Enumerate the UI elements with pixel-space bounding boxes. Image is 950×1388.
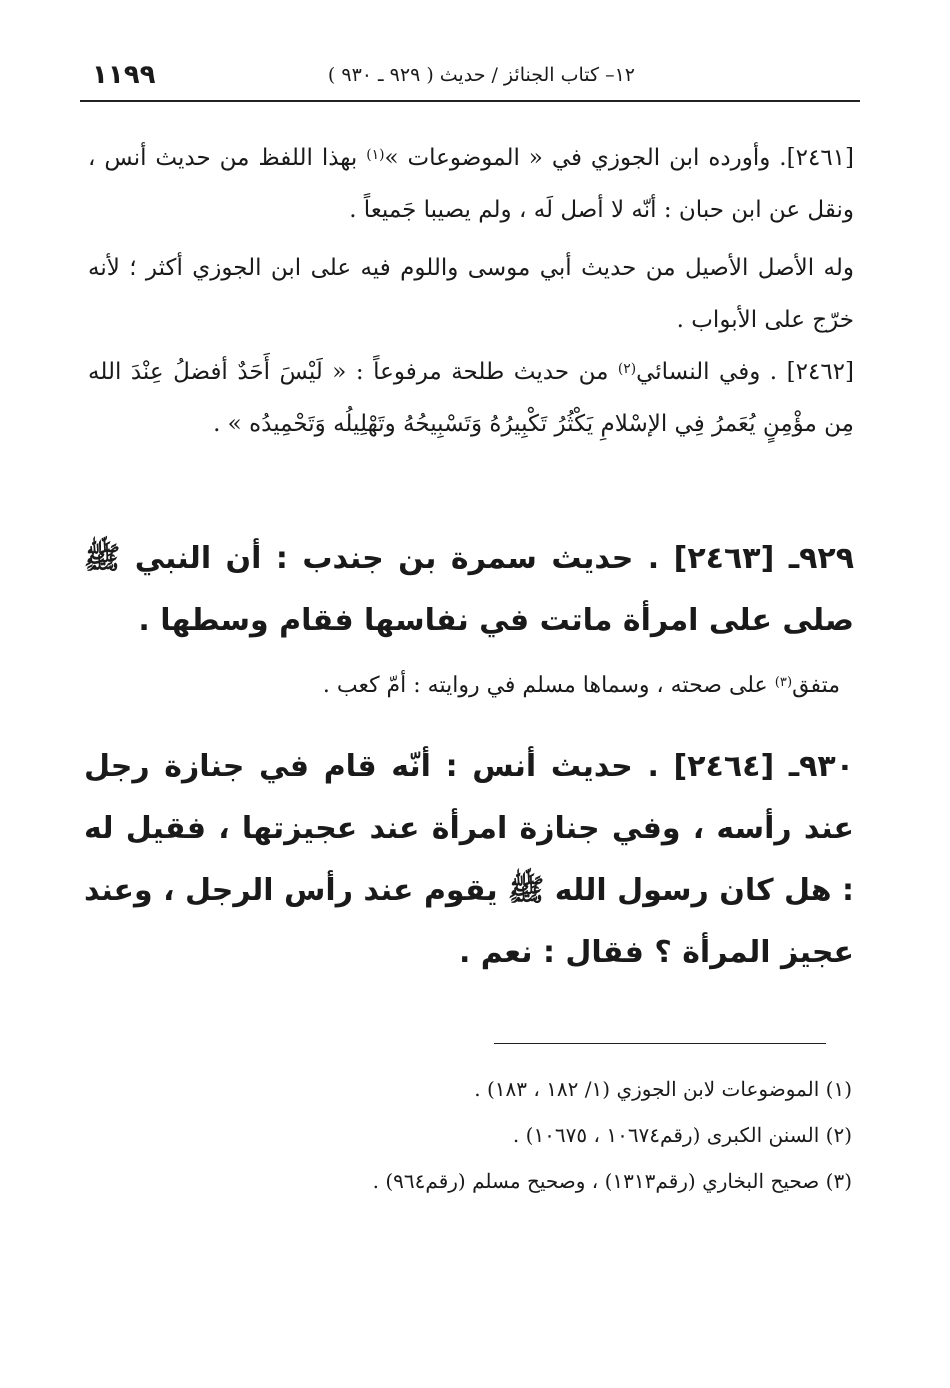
paragraph-text: . وأورده ابن الجوزي في « الموضوعات » <box>384 145 787 171</box>
footnote-separator <box>494 1043 826 1044</box>
hadith-930 <box>84 736 854 984</box>
footnote-marker[interactable]: (١) <box>366 146 385 163</box>
paragraph-commentary <box>88 242 854 346</box>
hadith-text: [٢٤٦٣] . حديث سمرة بن جندب : أن النبي ﷺ صلى على امرأة ماتت في نفاسها فقام وسطها . <box>84 541 854 638</box>
footnote-3: (٣) صحيح البخاري (رقم١٣١٣) ، وصحيح مسلم (رقم٩٦٤) . <box>372 1169 852 1193</box>
running-title: ١٢– كتاب الجنائز / حديث ( ٩٢٩ ـ ٩٣٠ ) <box>327 64 635 86</box>
hadith-number: ٩٢٩ـ <box>788 541 855 576</box>
paragraph-text: بهذا اللفظ من حديث أنس ، ونقل عن ابن حبان : أنّه لا أصل لَه ، ولم يصيبا جَميعاً . <box>88 145 854 223</box>
hadith-text: [٢٤٦٤] . حديث أنس : أنّه قام في جنازة رجل عند رأسه ، وفي جنازة امرأة عند عجيزتها ، فقيل له : هل كان رسول الله ﷺ يقوم عند رأس الرجل ، وعند عجيز المرأة ؟ فقال : نعم . <box>83 749 854 970</box>
footnote-marker[interactable]: (٢) <box>617 360 637 377</box>
note-text: متفق <box>792 673 840 698</box>
hadith-929 <box>84 528 854 652</box>
reference-number: [٢٤٦٢] <box>786 359 855 385</box>
note-text: على صحته ، وسماها مسلم في روايته : أمّ كعب . <box>322 673 775 698</box>
page-number: ١١٩٩ <box>92 60 156 90</box>
footnotes <box>200 1066 852 1204</box>
paragraph-text: من حديث طلحة مرفوعاً : « لَيْسَ أَحَدٌ أفضلُ عِنْدَ الله مِن مؤْمِنٍ يُعَمرُ فِي الإسْلامِ يَكْثُرُ تَكْبِيرُهُ وَتَسْبِيحُهُ وتَهْلِيلُه وَتَحْمِيدُه » . <box>88 359 854 437</box>
footnote-1: (١) الموضوعات لابن الجوزي (١/ ١٨٢ ، ١٨٣) . <box>474 1077 852 1101</box>
paragraph-text: . وفي النسائي <box>636 359 787 385</box>
page-header <box>80 56 860 102</box>
paragraph-2462 <box>88 346 854 450</box>
footnote-2: (٢) السنن الكبرى (رقم١٠٦٧٤ ، ١٠٦٧٥) . <box>512 1123 852 1147</box>
hadith-929-note <box>200 666 882 706</box>
reference-number: [٢٤٦١] <box>786 145 855 171</box>
paragraph-2461 <box>88 132 854 236</box>
paragraph-text: وله الأصل الأصيل من حديث أبي موسى واللوم فيه على ابن الجوزي أكثر ؛ لأنه خرّج على الأبواب . <box>88 255 854 333</box>
hadith-number: ٩٣٠ـ <box>788 749 855 784</box>
footnote-marker[interactable]: (٣) <box>774 675 793 691</box>
